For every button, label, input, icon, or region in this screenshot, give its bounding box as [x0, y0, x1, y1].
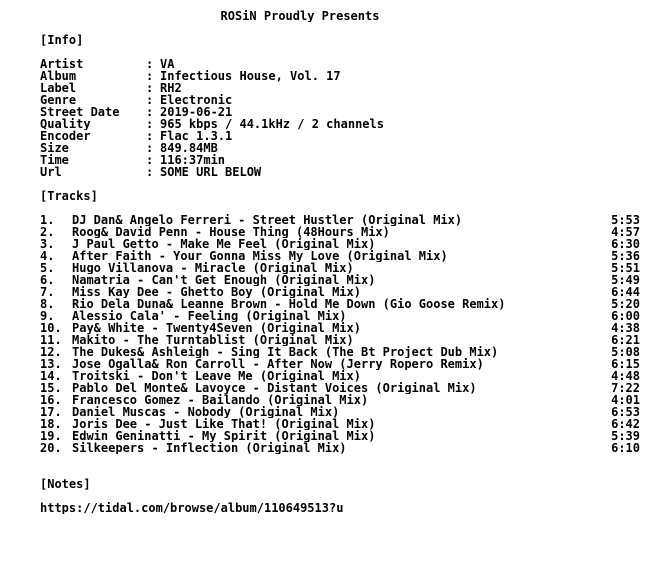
track-title: Hugo Villanova - Miracle (Original Mix): [72, 262, 354, 274]
track-number: 10.: [40, 322, 62, 334]
info-key: Url: [40, 166, 62, 178]
track-row: [40, 394, 640, 406]
track-number: 15.: [40, 382, 62, 394]
track-duration: 4:57: [611, 226, 640, 238]
track-duration: 4:01: [611, 394, 640, 406]
info-key: Size: [40, 142, 69, 154]
track-title: Alessio Cala' - Feeling (Original Mix): [72, 310, 347, 322]
info-row: [40, 82, 640, 94]
track-number: 11.: [40, 334, 62, 346]
track-number: 2.: [40, 226, 55, 238]
notes-url: https://tidal.com/browse/album/110649513?u: [40, 502, 344, 514]
info-value: VA: [160, 58, 175, 70]
track-row: [40, 418, 640, 430]
notes-heading: [Notes]: [40, 478, 91, 490]
track-row: [40, 382, 640, 394]
track-row: [40, 442, 640, 454]
info-value: Infectious House, Vol. 17: [160, 70, 341, 82]
info-row: [40, 118, 640, 130]
track-number: 19.: [40, 430, 62, 442]
info-separator: :: [146, 70, 154, 82]
info-row: [40, 58, 640, 70]
track-number: 4.: [40, 250, 55, 262]
track-title: The Dukes& Ashleigh - Sing It Back (The Bt Project Dub Mix): [72, 346, 499, 358]
info-separator: :: [146, 118, 154, 130]
track-duration: 6:15: [611, 358, 640, 370]
info-separator: :: [146, 58, 154, 70]
track-duration: 5:08: [611, 346, 640, 358]
track-row: [40, 334, 640, 346]
info-separator: :: [146, 82, 154, 94]
info-value: SOME URL BELOW: [160, 166, 262, 178]
track-duration: 6:30: [611, 238, 640, 250]
track-duration: 6:44: [611, 286, 640, 298]
info-value: 116:37min: [160, 154, 226, 166]
track-number: 17.: [40, 406, 62, 418]
info-value: 849.84MB: [160, 142, 218, 154]
info-key: Album: [40, 70, 77, 82]
track-number: 8.: [40, 298, 55, 310]
track-row: [40, 322, 640, 334]
info-key: Street Date: [40, 106, 120, 118]
info-separator: :: [146, 142, 154, 154]
track-title: Jose Ogalla& Ron Carroll - After Now (Jerry Ropero Remix): [72, 358, 484, 370]
track-row: [40, 430, 640, 442]
page-title: ROSiN Proudly Presents: [220, 10, 380, 22]
info-key: Time: [40, 154, 69, 166]
track-number: 13.: [40, 358, 62, 370]
track-title: Daniel Muscas - Nobody (Original Mix): [72, 406, 340, 418]
info-key: Label: [40, 82, 77, 94]
track-duration: 5:53: [611, 214, 640, 226]
track-number: 7.: [40, 286, 55, 298]
track-number: 5.: [40, 262, 55, 274]
track-number: 20.: [40, 442, 62, 454]
track-title: Edwin Geninatti - My Spirit (Original Mix): [72, 430, 376, 442]
track-row: [40, 286, 640, 298]
info-row: [40, 94, 640, 106]
track-title: Troitski - Don't Leave Me (Original Mix): [72, 370, 361, 382]
track-row: [40, 406, 640, 418]
track-number: 6.: [40, 274, 55, 286]
track-duration: 6:21: [611, 334, 640, 346]
track-duration: 6:53: [611, 406, 640, 418]
info-row: [40, 106, 640, 118]
track-title: Makito - The Turntablist (Original Mix): [72, 334, 354, 346]
track-row: [40, 370, 640, 382]
track-row: [40, 262, 640, 274]
info-value: Electronic: [160, 94, 233, 106]
track-title: Roog& David Penn - House Thing (48Hours Mix): [72, 226, 390, 238]
track-row: [40, 238, 640, 250]
info-value: 965 kbps / 44.1kHz / 2 channels: [160, 118, 384, 130]
info-row: [40, 142, 640, 154]
track-row: [40, 214, 640, 226]
info-list: [40, 58, 640, 178]
track-duration: 4:38: [611, 322, 640, 334]
info-value: RH2: [160, 82, 182, 94]
track-duration: 5:49: [611, 274, 640, 286]
info-separator: :: [146, 130, 154, 142]
track-title: Silkeepers - Inflection (Original Mix): [72, 442, 347, 454]
track-row: [40, 298, 640, 310]
track-duration: 5:20: [611, 298, 640, 310]
info-row: [40, 166, 640, 178]
tracks-heading: [Tracks]: [40, 190, 98, 202]
info-value: Flac 1.3.1: [160, 130, 233, 142]
track-duration: 5:51: [611, 262, 640, 274]
info-separator: :: [146, 94, 154, 106]
info-key: Quality: [40, 118, 91, 130]
track-title: After Faith - Your Gonna Miss My Love (Original Mix): [72, 250, 448, 262]
track-number: 3.: [40, 238, 55, 250]
track-duration: 5:39: [611, 430, 640, 442]
track-number: 14.: [40, 370, 62, 382]
track-duration: 6:42: [611, 418, 640, 430]
info-separator: :: [146, 154, 154, 166]
track-title: Pay& White - Twenty4Seven (Original Mix): [72, 322, 361, 334]
track-number: 9.: [40, 310, 55, 322]
info-row: [40, 154, 640, 166]
track-duration: 7:22: [611, 382, 640, 394]
track-number: 16.: [40, 394, 62, 406]
info-separator: :: [146, 106, 154, 118]
track-title: DJ Dan& Angelo Ferreri - Street Hustler (Original Mix): [72, 214, 463, 226]
info-key: Genre: [40, 94, 77, 106]
track-row: [40, 310, 640, 322]
info-key: Encoder: [40, 130, 91, 142]
info-key: Artist: [40, 58, 84, 70]
info-row: [40, 130, 640, 142]
track-row: [40, 250, 640, 262]
track-title: Rio Dela Duna& Leanne Brown - Hold Me Down (Gio Goose Remix): [72, 298, 506, 310]
track-row: [40, 274, 640, 286]
track-duration: 6:00: [611, 310, 640, 322]
track-duration: 4:48: [611, 370, 640, 382]
track-number: 18.: [40, 418, 62, 430]
track-title: J Paul Getto - Make Me Feel (Original Mix): [72, 238, 376, 250]
track-number: 1.: [40, 214, 55, 226]
info-separator: :: [146, 166, 154, 178]
track-title: Pablo Del Monte& Lavoyce - Distant Voices (Original Mix): [72, 382, 477, 394]
track-title: Joris Dee - Just Like That! (Original Mix): [72, 418, 376, 430]
info-value: 2019-06-21: [160, 106, 233, 118]
info-heading: [Info]: [40, 34, 84, 46]
track-row: [40, 358, 640, 370]
track-row: [40, 346, 640, 358]
info-row: [40, 70, 640, 82]
nfo-document: [40, 10, 640, 514]
track-number: 12.: [40, 346, 62, 358]
track-title: Namatria - Can't Get Enough (Original Mix): [72, 274, 376, 286]
track-list: [40, 214, 640, 454]
track-title: Francesco Gomez - Bailando (Original Mix): [72, 394, 369, 406]
track-duration: 6:10: [611, 442, 640, 454]
track-duration: 5:36: [611, 250, 640, 262]
track-title: Miss Kay Dee - Ghetto Boy (Original Mix): [72, 286, 361, 298]
track-row: [40, 226, 640, 238]
